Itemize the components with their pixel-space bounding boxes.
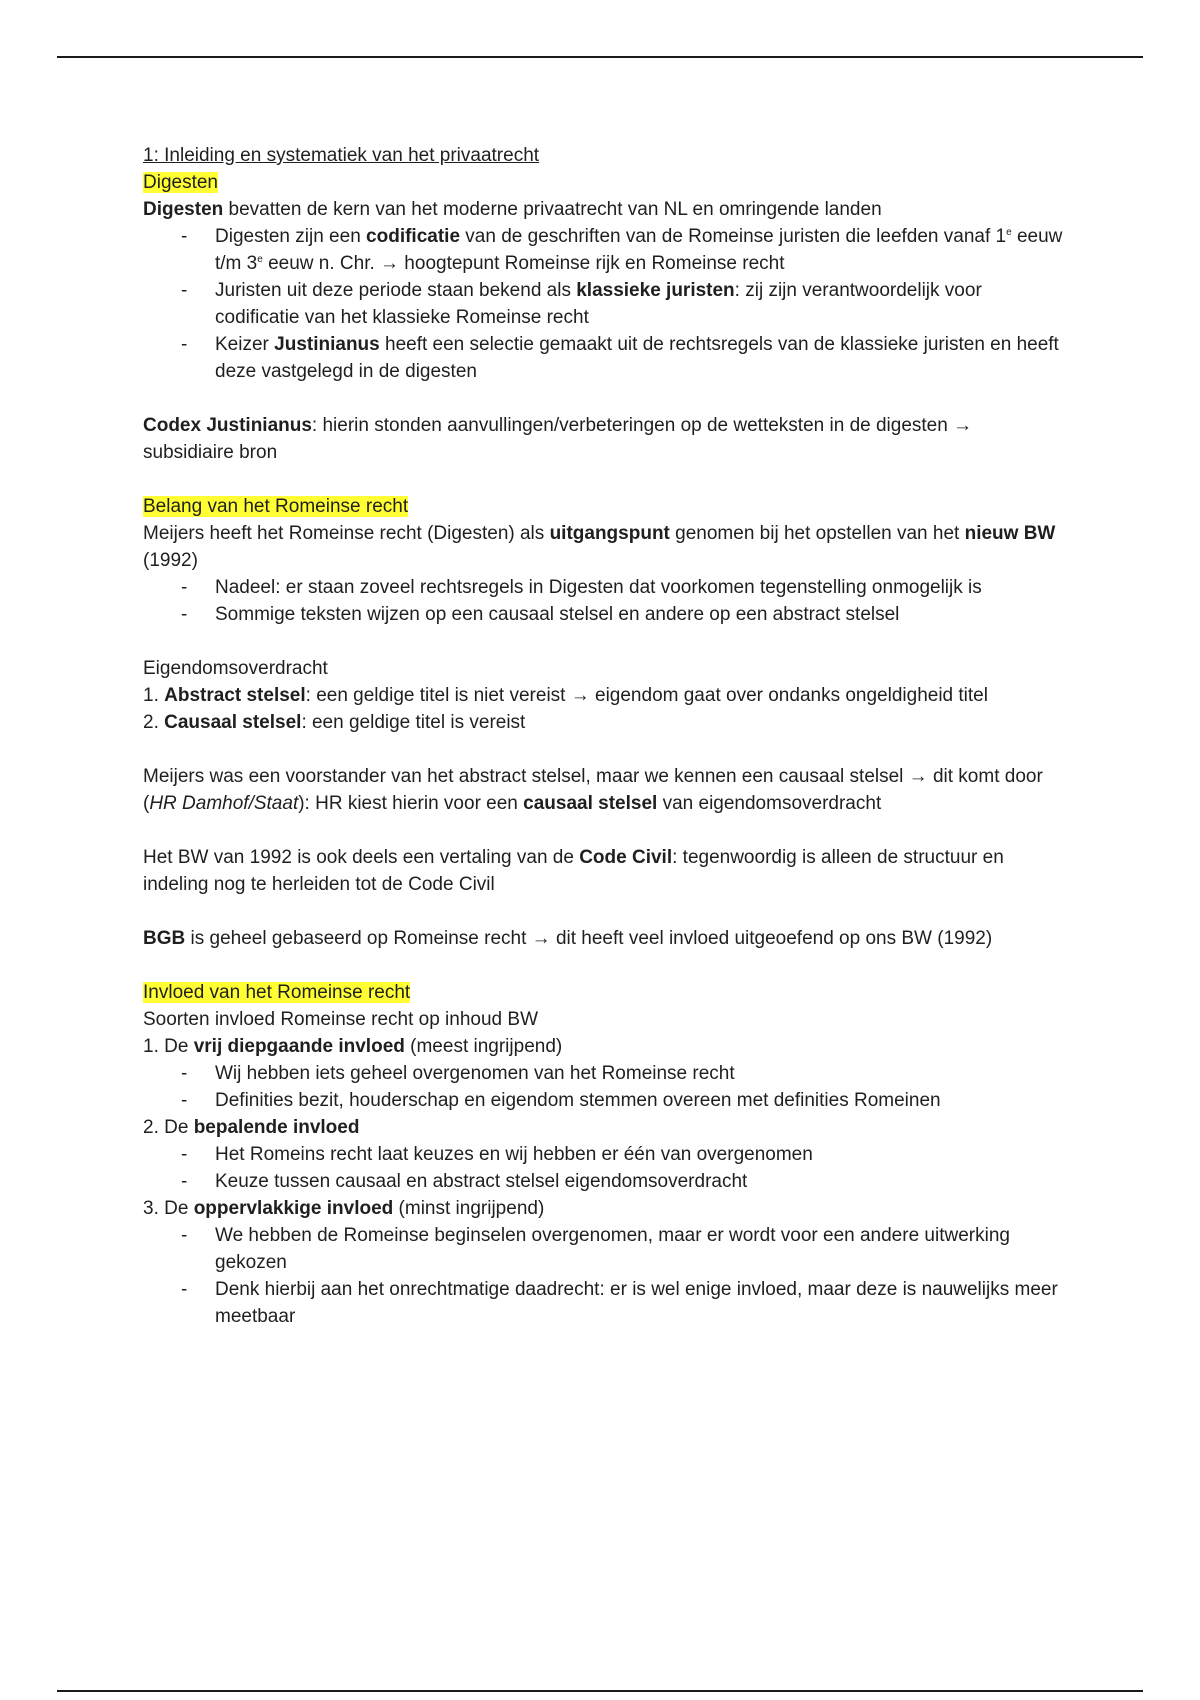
section-title-belang: Belang van het Romeinse recht <box>143 496 409 517</box>
invloed-item-2: 2. De bepalende invloed <box>143 1117 360 1138</box>
invloed-subtitle: Soorten invloed Romeinse recht op inhoud BW <box>143 1009 539 1030</box>
codex-paragraph: Codex Justinianus: hierin stonden aanvullingen/verbeteringen op de wetteksten in de digesten → subsidiaire bron <box>143 415 978 463</box>
bgb-paragraph: BGB is geheel gebaseerd op Romeinse recht → dit heeft veel invloed uitgeoefend op ons BW (1992) <box>143 928 993 949</box>
invloed-item-3-bullets <box>143 1222 1063 1330</box>
list-item: - Digesten zijn een codificatie van de geschriften van de Romeinse juristen die leefden vanaf 1e eeuw t/m 3e eeuw n. Chr. → hoogtepunt Romeinse rijk en Romeinse recht <box>181 226 1063 274</box>
list-item: - Nadeel: er staan zoveel rechtsregels in Digesten dat voorkomen tegenstelling onmogelijk is <box>181 577 982 598</box>
list-item: - Juristen uit deze periode staan bekend als klassieke juristen: zij zijn verantwoordelijk voor codificatie van het klassieke Romeinse recht <box>181 280 982 328</box>
section-title-invloed: Invloed van het Romeinse recht <box>143 982 411 1003</box>
bw-paragraph: Het BW van 1992 is ook deels een vertaling van de Code Civil: tegenwoordig is alleen de structuur en indeling nog te herleiden tot de Code Civil <box>143 847 1010 895</box>
list-item: - Keizer Justinianus heeft een selectie gemaakt uit de rechtsregels van de klassieke juristen en heeft deze vastgelegd in de digesten <box>181 334 1059 382</box>
invloed-item-3: 3. De oppervlakkige invloed (minst ingrijpend) <box>143 1198 545 1219</box>
document-body <box>143 142 1063 1330</box>
list-item: - Keuze tussen causaal en abstract stelsel eigendomsoverdracht <box>181 1171 748 1192</box>
invloed-item-1: 1. De vrij diepgaande invloed (meest ingrijpend) <box>143 1036 563 1057</box>
header-rule <box>57 56 1143 58</box>
digesten-bullet-list <box>143 223 1063 385</box>
invloed-item-2-bullets <box>143 1141 1063 1195</box>
belang-intro: Meijers heeft het Romeinse recht (Digesten) als uitgangspunt genomen bij het opstellen van het nieuw BW (1992) <box>143 523 1061 571</box>
footer-rule <box>57 1690 1143 1692</box>
belang-bullet-list <box>143 574 1063 628</box>
list-item: - We hebben de Romeinse beginselen overgenomen, maar er wordt voor een andere uitwerking gekozen <box>181 1225 1010 1273</box>
list-item: - Wij hebben iets geheel overgenomen van het Romeinse recht <box>181 1063 735 1084</box>
digesten-intro: Digesten bevatten de kern van het moderne privaatrecht van NL en omringende landen <box>143 199 882 220</box>
eigendom-item-1: 1. Abstract stelsel: een geldige titel is niet vereist → eigendom gaat over ondanks ongeldigheid titel <box>143 685 988 706</box>
chapter-heading: 1: Inleiding en systematiek van het privaatrecht <box>143 145 540 166</box>
eigendom-title: Eigendomsoverdracht <box>143 658 328 679</box>
list-item: - Het Romeins recht laat keuzes en wij hebben er één van overgenomen <box>181 1144 813 1165</box>
meijers-paragraph: Meijers was een voorstander van het abstract stelsel, maar we kennen een causaal stelsel → dit komt door (HR Damhof/Staat): HR kiest hierin voor een causaal stelsel van eigendomsoverdracht <box>143 766 1049 814</box>
list-item: - Definities bezit, houderschap en eigendom stemmen overeen met definities Romeinen <box>181 1090 941 1111</box>
section-title-digesten: Digesten <box>143 172 218 193</box>
list-item: - Denk hierbij aan het onrechtmatige daadrecht: er is wel enige invloed, maar deze is nauwelijks meer meetbaar <box>181 1279 1058 1327</box>
list-item: - Sommige teksten wijzen op een causaal stelsel en andere op een abstract stelsel <box>181 604 900 625</box>
invloed-item-1-bullets <box>143 1060 1063 1114</box>
eigendom-item-2: 2. Causaal stelsel: een geldige titel is vereist <box>143 712 526 733</box>
